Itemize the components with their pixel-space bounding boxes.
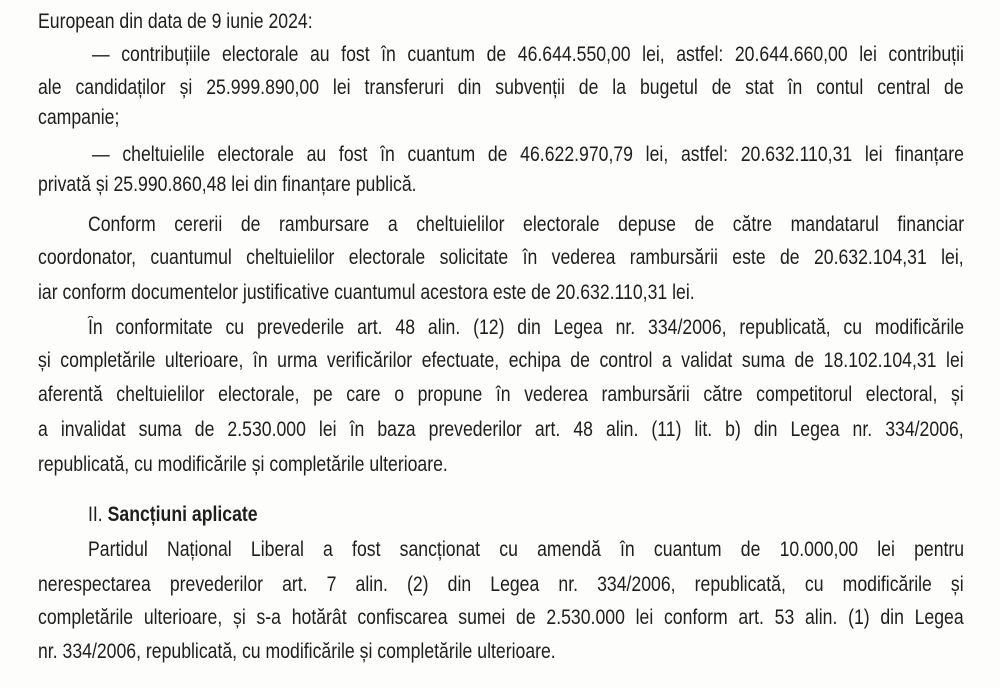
text-line: aferentă cheltuielilor electorale, pe care o propune în vederea rambursării către competitorul electoral, și xyxy=(38,383,964,406)
text-line: nerespectarea prevederilor art. 7 alin. (2) din Legea nr. 334/2006, republicată, cu modificările și xyxy=(38,573,964,596)
text-line: Conform cererii de rambursare a cheltuielilor electorale depuse de către mandatarul financiar xyxy=(88,213,965,236)
text-line: — cheltuielile electorale au fost în cuantum de 46.622.970,79 lei, astfel: 20.632.110,31 lei finanțare xyxy=(92,143,964,166)
text-line: și completările ulterioare, în urma verificărilor efectuate, echipa de control a validat suma de 18.102.104,31 lei xyxy=(38,349,964,372)
text-line: republicată, cu modificările și completările ulterioare. xyxy=(38,453,448,476)
text-line: a invalidat suma de 2.530.000 lei în baza prevederilor art. 48 alin. (11) lit. b) din Legea nr. 334/2006, xyxy=(38,418,964,441)
text-line: completările ulterioare, și s-a hotărât confiscarea sumei de 2.530.000 lei conform art. 53 alin. (1) din Legea xyxy=(38,606,964,629)
text-line: În conformitate cu prevederile art. 48 alin. (12) din Legea nr. 334/2006, republicată, cu modificările xyxy=(88,316,965,339)
text-line: Partidul Național Liberal a fost sancționat cu amendă în cuantum de 10.000,00 lei pentru xyxy=(88,538,965,561)
text-line: nr. 334/2006, republicată, cu modificările și completările ulterioare. xyxy=(38,640,556,663)
section-number: II. xyxy=(88,503,103,526)
text-line: privată și 25.990.860,48 lei din finanțare publică. xyxy=(38,173,417,196)
text-line: ale candidaților și 25.999.890,00 lei transferuri din subvenții de la bugetul de stat în contul central de xyxy=(38,76,964,99)
text-line: coordonator, cuantumul cheltuielilor electorale solicitate în vederea rambursării este de 20.632.104,31 lei, xyxy=(38,246,964,269)
section-heading xyxy=(88,503,258,527)
text-line: — contribuțiile electorale au fost în cuantum de 46.644.550,00 lei, astfel: 20.644.660,00 lei contribuții xyxy=(92,43,964,66)
text-line: campanie; xyxy=(38,106,120,129)
text-line: European din data de 9 iunie 2024: xyxy=(38,10,313,33)
text-line: iar conform documentelor justificative cuantumul acestora este de 20.632.110,31 lei. xyxy=(38,281,695,304)
section-title: Sancțiuni aplicate xyxy=(107,503,258,526)
